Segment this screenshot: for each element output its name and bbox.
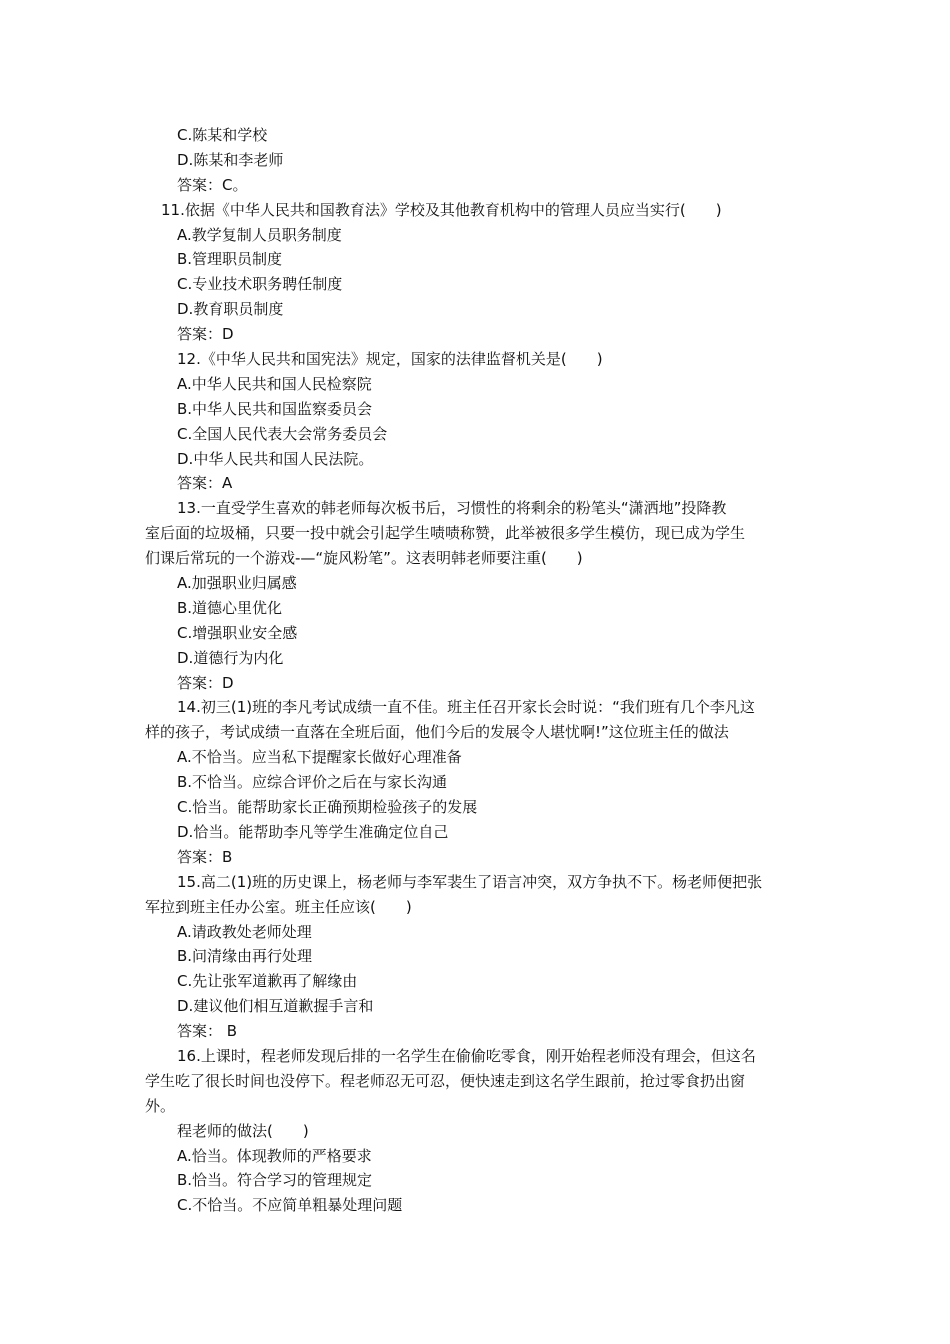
q13-answer: 答案：D [177,673,234,692]
q13-option-a: A.加强职业归属感 [177,574,297,593]
q11-answer: 答案：D [177,325,234,344]
q10-answer: 答案：C。 [177,175,248,194]
q11-option-b: B.管理职员制度 [177,250,283,269]
q15-stem-line-2: 军拉到班主任办公室。班主任应该( ) [145,897,412,916]
q16-stem-line-3: 外。 [145,1096,176,1115]
q15-stem-line-1: 15.高二(1)班的历史课上，杨老师与李军裴生了语言冲突，双方争执不下。杨老师便把张 [177,872,763,891]
q16-option-b: B.恰当。符合学习的管理规定 [177,1171,373,1190]
q11-option-c: C.专业技术职务聘任制度 [177,275,343,294]
q16-stem-line-2: 学生吃了很长时间也没停下。程老师忍无可忍，便快速走到这名学生跟前，抢过零食扔出窗 [145,1071,746,1090]
q15-option-b: B.问清缘由再行处理 [177,947,313,966]
q11-stem: 11.依据《中华人民共和国教育法》学校及其他教育机构中的管理人员应当实行( ) [161,200,722,219]
q13-option-c: C.增强职业安全感 [177,623,298,642]
q14-option-b: B.不恰当。应综合评价之后在与家长沟通 [177,773,448,792]
q12-option-d: D.中华人民共和国人民法院。 [177,449,374,468]
q12-option-c: C.全国人民代表大会常务委员会 [177,424,388,443]
q11-option-a: A.教学复制人员职务制度 [177,225,342,244]
q13-stem-line-3: 们课后常玩的一个游戏-—“旋风粉笔”。这表明韩老师要注重( ) [145,549,583,568]
q15-option-a: A.请政教处老师处理 [177,922,312,941]
q14-option-c: C.恰当。能帮助家长正确预期检验孩子的发展 [177,798,478,817]
q16-option-c: C.不恰当。不应简单粗暴处理问题 [177,1196,403,1215]
q15-option-c: C.先让张军道歉再了解缘由 [177,972,358,991]
q13-option-d: D.道德行为内化 [177,648,284,667]
q14-option-d: D.恰当。能帮助李凡等学生准确定位自己 [177,822,449,841]
q14-stem-line-2: 样的孩子，考试成绩一直落在全班后面，他们今后的发展令人堪忧啊!”这位班主任的做法 [145,723,729,742]
q10-option-c: C.陈某和学校 [177,126,268,144]
q15-option-d: D.建议他们相互道歉握手言和 [177,997,374,1016]
q13-stem-line-2: 室后面的垃圾桶，只要一投中就会引起学生啧啧称赞，此举被很多学生模仿，现已成为学生 [145,524,746,543]
q14-answer: 答案：B [177,847,233,866]
q12-option-a: A.中华人民共和国人民检察院 [177,374,372,393]
q16-option-a: A.恰当。体现教师的严格要求 [177,1146,372,1165]
q14-stem-line-1: 14.初三(1)班的李凡考试成绩一直不佳。班主任召开家长会时说：“我们班有几个李凡这 [177,698,755,717]
q16-stem-question: 程老师的做法( ) [177,1121,309,1140]
q10-option-d: D.陈某和李老师 [177,150,284,169]
q12-answer: 答案：A [177,474,233,493]
document-page [145,123,810,1218]
q12-stem: 12.《中华人民共和国宪法》规定，国家的法律监督机关是( ) [177,350,603,369]
q11-option-d: D.教育职员制度 [177,300,284,319]
q15-answer: 答案： B [177,1022,238,1041]
q13-option-b: B.道德心里优化 [177,598,283,617]
q13-stem-line-1: 13.一直受学生喜欢的韩老师每次板书后，习惯性的将剩余的粉笔头“潇洒地”投降教 [177,499,727,518]
q16-stem-line-1: 16.上课时，程老师发现后排的一名学生在偷偷吃零食，刚开始程老师没有理会，但这名 [177,1046,756,1065]
q12-option-b: B.中华人民共和国监察委员会 [177,399,373,418]
q14-option-a: A.不恰当。应当私下提醒家长做好心理准备 [177,748,462,767]
